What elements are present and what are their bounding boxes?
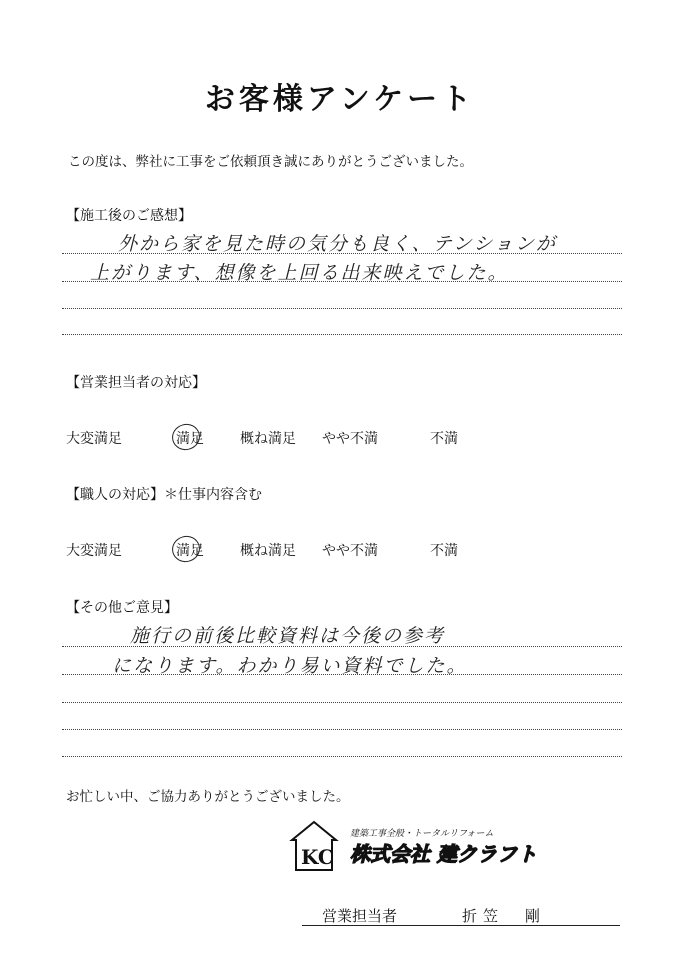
craftsman-option-mostly-satisfied[interactable]: 概ね満足 [240,543,296,559]
logo-mark: KC [301,845,334,869]
answer-line [62,334,622,335]
signature-line [302,925,620,926]
craftsman-option-dissatisfied[interactable]: 不満 [430,543,458,559]
sales-option-dissatisfied[interactable]: 不満 [430,431,458,447]
craftsman-response-heading: 【職人の対応】＊仕事内容含む [66,487,262,503]
sales-option-satisfied[interactable]: 満足 [176,431,204,447]
answer-line [62,756,622,757]
other-opinions-answer-line-2: になります。わかり易い資料でした。 [112,655,468,677]
intro-text: この度は、弊社に工事をご依頼頂き誠にありがとうございました。 [68,154,473,170]
sales-option-very-satisfied[interactable]: 大変満足 [66,431,122,447]
answer-line [62,253,622,254]
craftsman-option-satisfied[interactable]: 満足 [176,543,204,559]
selected-circle-mark [169,421,203,453]
answer-line [62,646,622,647]
company-tagline: 建築工事全般・トータルリフォーム [350,829,494,839]
other-opinions-heading: 【その他ご意見】 [66,600,178,616]
craftsman-option-very-satisfied[interactable]: 大変満足 [66,543,122,559]
signature-name: 折笠 剛 [462,907,547,925]
sales-response-heading: 【営業担当者の対応】 [66,375,206,391]
company-name: 株式会社 建クラフト [350,842,537,866]
company-logo [288,816,608,876]
answer-line [62,281,622,282]
signature-label: 営業担当者 [322,907,398,925]
impressions-heading: 【施工後のご感想】 [66,208,192,224]
selected-circle-mark [169,533,203,565]
impressions-answer-line-1: 外から家を見た時の気分も良く、テンションが [118,233,557,255]
craftsman-option-somewhat-dissatisfied[interactable]: やや不満 [322,543,378,559]
sales-option-mostly-satisfied[interactable]: 概ね満足 [240,431,296,447]
answer-line [62,702,622,703]
other-opinions-answer-line-1: 施行の前後比較資料は今後の参考 [130,625,446,647]
impressions-answer-line-2: 上がります、想像を上回る出来映えでした。 [90,262,509,284]
answer-line [62,674,622,675]
answer-line [62,729,622,730]
sales-option-somewhat-dissatisfied[interactable]: やや不満 [322,431,378,447]
answer-line [62,308,622,309]
closing-text: お忙しい中、ご協力ありがとうございました。 [66,789,350,805]
page-title: お客様アンケート [204,82,476,117]
